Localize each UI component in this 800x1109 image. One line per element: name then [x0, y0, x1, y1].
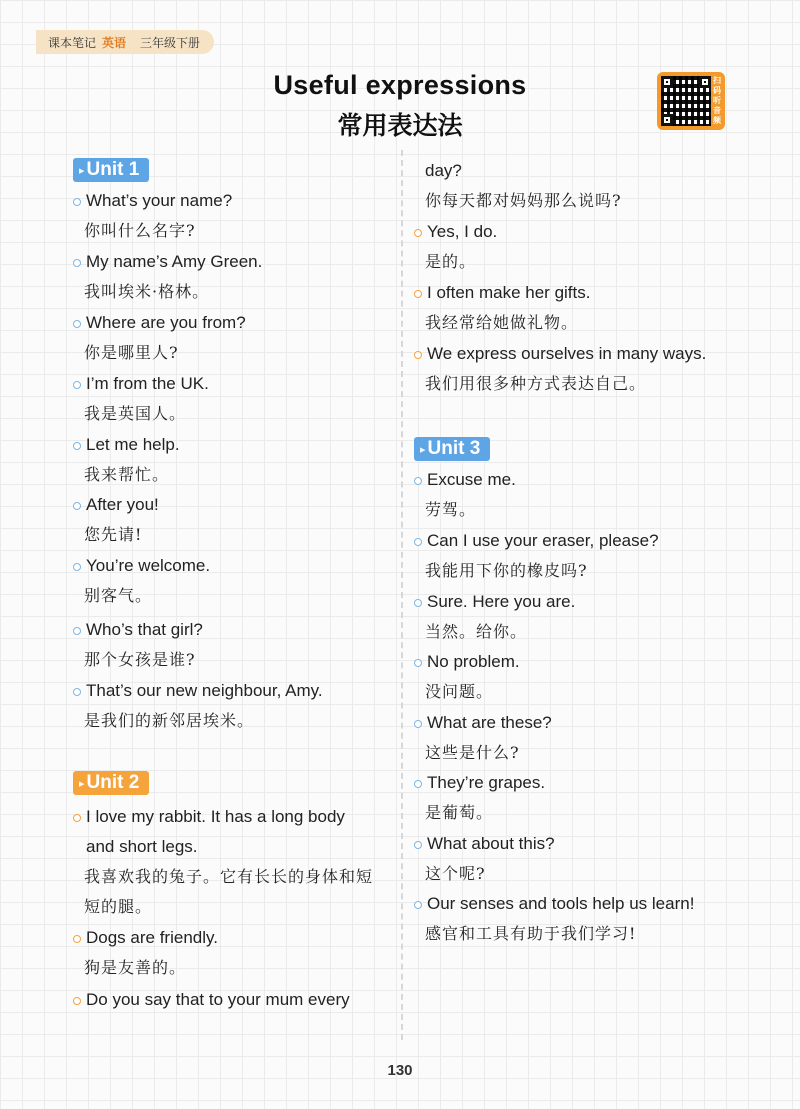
chinese-translation: 没问题。	[425, 682, 494, 701]
english-text: I love my rabbit. It has a long body and short legs.	[86, 807, 345, 856]
english-text: No problem.	[427, 652, 520, 671]
phrase-entry	[73, 985, 393, 1015]
unit-3-label: Unit 3	[427, 438, 481, 459]
chinese-translation: 这个呢?	[425, 864, 486, 883]
chinese-translation: 我能用下你的橡皮吗?	[425, 561, 588, 580]
qr-label: 扫码听音频	[713, 76, 721, 125]
bullet-icon	[414, 290, 422, 298]
phrase-entry	[73, 802, 393, 922]
english-phrase	[73, 247, 393, 277]
bullet-icon	[414, 538, 422, 546]
bullet-icon	[73, 198, 81, 206]
chinese-translation: 我是英国人。	[84, 404, 187, 423]
phrase-entry	[414, 217, 734, 277]
english-text: Who’s that girl?	[86, 620, 203, 639]
bullet-icon	[414, 659, 422, 667]
bullet-icon	[73, 997, 81, 1005]
english-text: Sure. Here you are.	[427, 592, 576, 611]
qr-code-icon[interactable]	[661, 76, 711, 126]
english-phrase	[73, 551, 393, 581]
english-phrase	[414, 587, 734, 617]
english-text: Yes, I do.	[427, 222, 498, 241]
phrase-entry	[414, 708, 734, 768]
chinese-translation: 感官和工具有助于我们学习!	[425, 924, 637, 943]
english-text: What about this?	[427, 834, 555, 853]
phrase-entry	[414, 526, 734, 586]
bullet-icon	[73, 381, 81, 389]
chinese-translation: 当然。给你。	[425, 622, 528, 641]
english-phrase	[414, 708, 734, 738]
english-phrase	[414, 768, 734, 798]
subject-name: 英语	[102, 35, 127, 50]
chinese-translation: 那个女孩是谁?	[84, 650, 196, 669]
english-phrase	[414, 465, 734, 495]
phrase-entry	[73, 676, 393, 736]
chinese-translation: 是我们的新邻居埃米。	[84, 711, 255, 730]
unit-1-badge	[73, 158, 149, 182]
english-text: You’re welcome.	[86, 556, 211, 575]
bullet-icon	[73, 688, 81, 696]
bullet-icon	[73, 814, 81, 822]
arrow-icon: ▸	[420, 443, 426, 456]
phrase-entry	[73, 308, 393, 368]
english-text: Our senses and tools help us learn!	[427, 894, 695, 913]
unit-2-label: Unit 2	[86, 772, 140, 793]
phrase-entry	[414, 768, 734, 828]
chinese-translation: 狗是友善的。	[84, 958, 187, 977]
chinese-translation: 我经常给她做礼物。	[425, 313, 579, 332]
english-phrase	[73, 802, 393, 862]
bullet-icon	[414, 477, 422, 485]
english-phrase	[414, 339, 734, 369]
english-phrase	[73, 369, 393, 399]
phrase-entry	[73, 369, 393, 429]
chinese-translation: 别客气。	[84, 586, 153, 605]
english-text: My name’s Amy Green.	[86, 252, 263, 271]
chinese-translation: 劳驾。	[425, 500, 477, 519]
header-tab	[36, 30, 214, 54]
phrase-entry	[414, 829, 734, 889]
book-name: 课本笔记	[48, 35, 97, 50]
english-phrase	[414, 647, 734, 677]
bullet-icon	[73, 259, 81, 267]
phrase-entry-continued	[414, 156, 734, 216]
english-phrase	[73, 615, 393, 645]
chinese-translation: 是的。	[425, 252, 477, 271]
english-phrase	[414, 889, 734, 919]
english-text: Dogs are friendly.	[86, 928, 218, 947]
bullet-icon	[414, 841, 422, 849]
english-text: Let me help.	[86, 435, 180, 454]
english-text: Where are you from?	[86, 313, 246, 332]
arrow-icon: ▸	[79, 164, 85, 177]
phrase-entry	[73, 551, 393, 611]
english-text: Excuse me.	[427, 470, 516, 489]
bullet-icon	[414, 351, 422, 359]
chinese-translation: 你叫什么名字?	[84, 221, 196, 240]
phrase-entry	[73, 923, 393, 983]
english-text: Do you say that to your mum every	[86, 990, 350, 1009]
bullet-icon	[414, 720, 422, 728]
unit-3-badge	[414, 437, 490, 461]
english-phrase	[414, 526, 734, 556]
english-phrase	[73, 308, 393, 338]
bullet-icon	[73, 627, 81, 635]
phrase-entry	[414, 647, 734, 707]
phrase-entry	[414, 587, 734, 647]
bullet-icon	[73, 563, 81, 571]
page-subtitle: 常用表达法	[337, 111, 463, 140]
english-text: I often make her gifts.	[427, 283, 591, 302]
english-text-continued: day?	[425, 161, 462, 180]
chinese-translation: 我们用很多种方式表达自己。	[425, 374, 647, 393]
bullet-icon	[73, 935, 81, 943]
english-text: After you!	[86, 495, 159, 514]
english-phrase	[414, 217, 734, 247]
english-phrase	[73, 490, 393, 520]
qr-block[interactable]	[657, 72, 725, 130]
phrase-entry	[73, 490, 393, 550]
chinese-translation: 你是哪里人?	[84, 343, 179, 362]
chinese-translation: 我叫埃米·格林。	[84, 282, 210, 301]
phrase-entry	[73, 615, 393, 675]
phrase-entry	[73, 247, 393, 307]
english-phrase	[73, 676, 393, 706]
bullet-icon	[414, 599, 422, 607]
chinese-translation: 是葡萄。	[425, 803, 494, 822]
english-phrase	[414, 829, 734, 859]
bullet-icon	[414, 901, 422, 909]
phrase-entry	[414, 339, 734, 399]
phrase-entry	[414, 465, 734, 525]
unit-2-badge	[73, 771, 149, 795]
english-text: That’s our new neighbour, Amy.	[86, 681, 323, 700]
english-text: We express ourselves in many ways.	[427, 344, 707, 363]
english-text: They’re grapes.	[427, 773, 546, 792]
grade-name: 三年级下册	[140, 35, 201, 50]
unit-1-label: Unit 1	[86, 159, 140, 180]
english-phrase	[73, 186, 393, 216]
page-number: 130	[387, 1062, 413, 1079]
phrase-entry	[414, 278, 734, 338]
english-text: What’s your name?	[86, 191, 233, 210]
english-text: I’m from the UK.	[86, 374, 209, 393]
page-title: Useful expressions	[273, 70, 527, 100]
chinese-translation: 你每天都对妈妈那么说吗?	[425, 191, 622, 210]
chinese-translation: 这些是什么?	[425, 743, 520, 762]
english-phrase	[73, 430, 393, 460]
bullet-icon	[414, 780, 422, 788]
bullet-icon	[414, 229, 422, 237]
chinese-translation: 您先请!	[84, 525, 143, 544]
bullet-icon	[73, 442, 81, 450]
phrase-entry	[414, 889, 734, 949]
phrase-entry	[73, 186, 393, 246]
chinese-translation: 我来帮忙。	[84, 465, 170, 484]
bullet-icon	[73, 502, 81, 510]
english-phrase	[73, 985, 393, 1015]
chinese-translation: 我喜欢我的兔子。它有长长的身体和短 短的腿。	[84, 867, 374, 916]
phrase-entry	[73, 430, 393, 490]
english-phrase	[73, 923, 393, 953]
english-phrase	[414, 278, 734, 308]
english-text: Can I use your eraser, please?	[427, 531, 659, 550]
bullet-icon	[73, 320, 81, 328]
english-text: What are these?	[427, 713, 552, 732]
arrow-icon: ▸	[79, 777, 85, 790]
column-divider	[401, 150, 403, 1040]
